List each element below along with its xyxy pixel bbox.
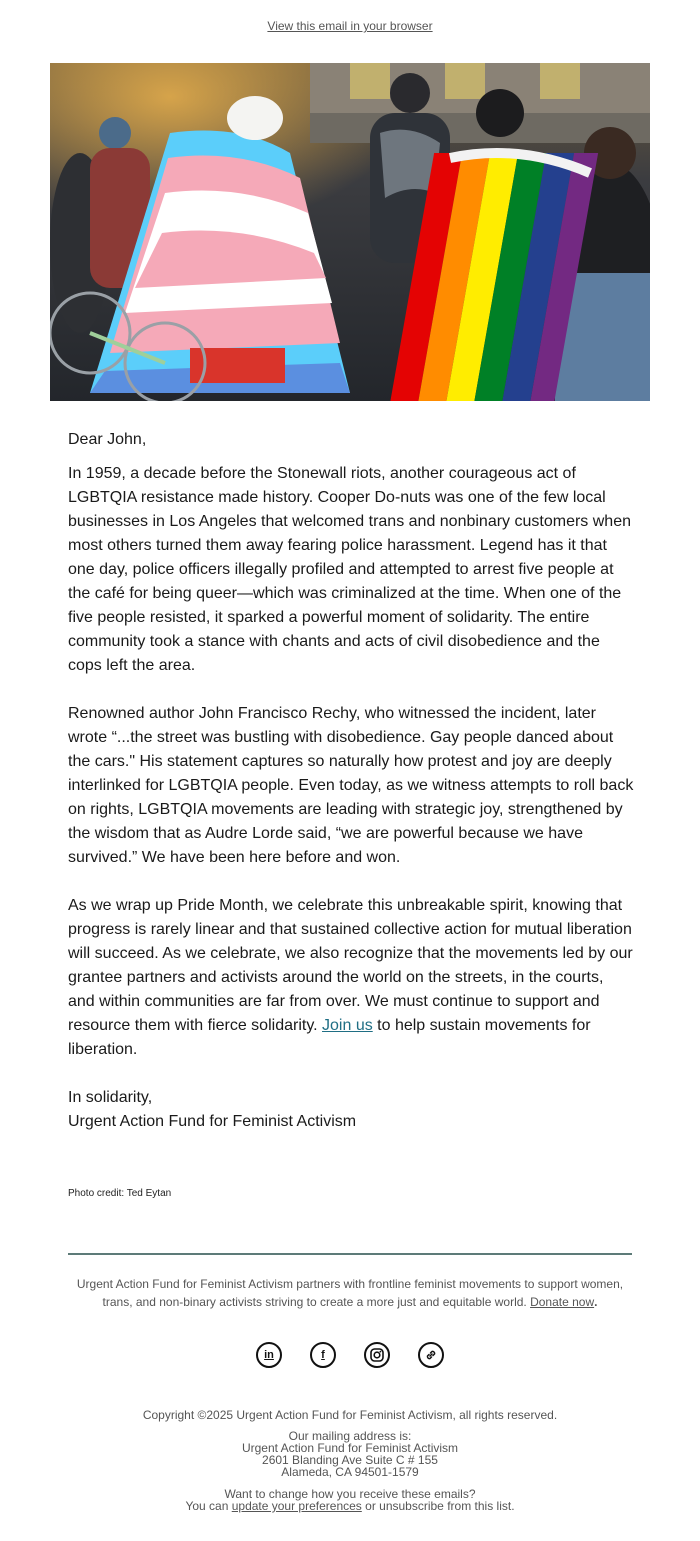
- body-paragraph-2: Renowned author John Francisco Rechy, who witnessed the incident, later wrote “...the street was bustling with disobedience. Gay people danced about the cars." His statement captures so naturally how protest and joy are deeply interlinked for LGBTQIA people. Even today, as we witness attempts to roll back on rights, LGBTQIA movements are leading with strategic joy, strengthened by the wisdom that as Audre Lorde said, “we are powerful because we have survived.” We have been here before and won.: [68, 705, 634, 866]
- donate-punct: .: [594, 1295, 598, 1309]
- footer-blurb-text: Urgent Action Fund for Feminist Activism partners with frontline feminist movements to support women, trans, and non-binary activists striving to create a more just and equitable world.: [76, 1277, 624, 1309]
- instagram-glyph: [370, 1348, 384, 1362]
- facebook-glyph: f: [321, 1349, 325, 1361]
- view-in-browser-link[interactable]: View this email in your browser: [267, 19, 433, 33]
- hero-photo-illustration: [50, 63, 650, 401]
- prefs-line: [0, 1500, 700, 1512]
- signature: Urgent Action Fund for Feminist Activism: [68, 1113, 357, 1130]
- signoff: In solidarity,: [68, 1089, 153, 1106]
- linkedin-icon[interactable]: [256, 1342, 282, 1368]
- view-in-browser-row: [0, 19, 700, 33]
- website-link-icon[interactable]: [418, 1342, 444, 1368]
- donate-now-link[interactable]: Donate now: [530, 1295, 595, 1309]
- paragraph-3-text-after: to help sustain movements for liberation.: [68, 1017, 591, 1058]
- prefs-question: Want to change how you receive these emails?: [224, 1487, 476, 1501]
- address-intro: Our mailing address is:: [288, 1429, 412, 1443]
- paragraph-3-text-before: As we wrap up Pride Month, we celebrate this unbreakable spirit, knowing that progress is rarely linear and that sustained collective action for mutual liberation will succeed. As we celebrate, we also recognize that the movements led by our grantee partners and activists around the world on the streets, in the courts, and within communities are far from over. We must continue to support and resource them with fierce solidarity.: [68, 897, 633, 1034]
- footer-blurb: [70, 1275, 630, 1311]
- address-city: Alameda, CA 94501-1579: [281, 1465, 419, 1479]
- prefs-before: You can: [185, 1499, 232, 1513]
- linkedin-glyph: in: [264, 1349, 274, 1361]
- chain-link-glyph: [424, 1348, 438, 1362]
- body-paragraph-3: [68, 894, 634, 1062]
- hero-image: [50, 63, 650, 401]
- prefs-after: or unsubscribe from this list.: [361, 1499, 515, 1513]
- instagram-icon[interactable]: [364, 1342, 390, 1368]
- footer-divider: [68, 1253, 632, 1255]
- copyright: Copyright ©2025 Urgent Action Fund for Feminist Activism, all rights reserved.: [142, 1408, 558, 1422]
- email-body: [68, 428, 634, 1134]
- update-preferences-link[interactable]: update your preferences: [231, 1499, 362, 1513]
- preferences-block: [0, 1488, 700, 1512]
- social-links: [0, 1342, 700, 1368]
- join-us-link[interactable]: Join us: [322, 1017, 373, 1034]
- facebook-icon[interactable]: [310, 1342, 336, 1368]
- address-org: Urgent Action Fund for Feminist Activism: [241, 1441, 459, 1455]
- body-paragraph-1: In 1959, a decade before the Stonewall riots, another courageous act of LGBTQIA resistance made history. Cooper Do-nuts was one of the few local businesses in Los Angeles that welcomed trans and nonbinary customers when most others turned them away fearing police harassment. Legend has it that one day, police officers illegally profiled and attempted to arrest five people at the café for being queer—which was criminalized at the time. When one of the five people resisted, it sparked a powerful moment of solidarity. The entire community took a stance with chants and acts of civil disobedience and the cops left the area.: [68, 465, 631, 674]
- mailing-address: [0, 1430, 700, 1478]
- photo-credit: Photo credit: Ted Eytan: [68, 1188, 172, 1199]
- address-street: 2601 Blanding Ave Suite C # 155: [262, 1453, 438, 1467]
- greeting: Dear John,: [68, 431, 147, 448]
